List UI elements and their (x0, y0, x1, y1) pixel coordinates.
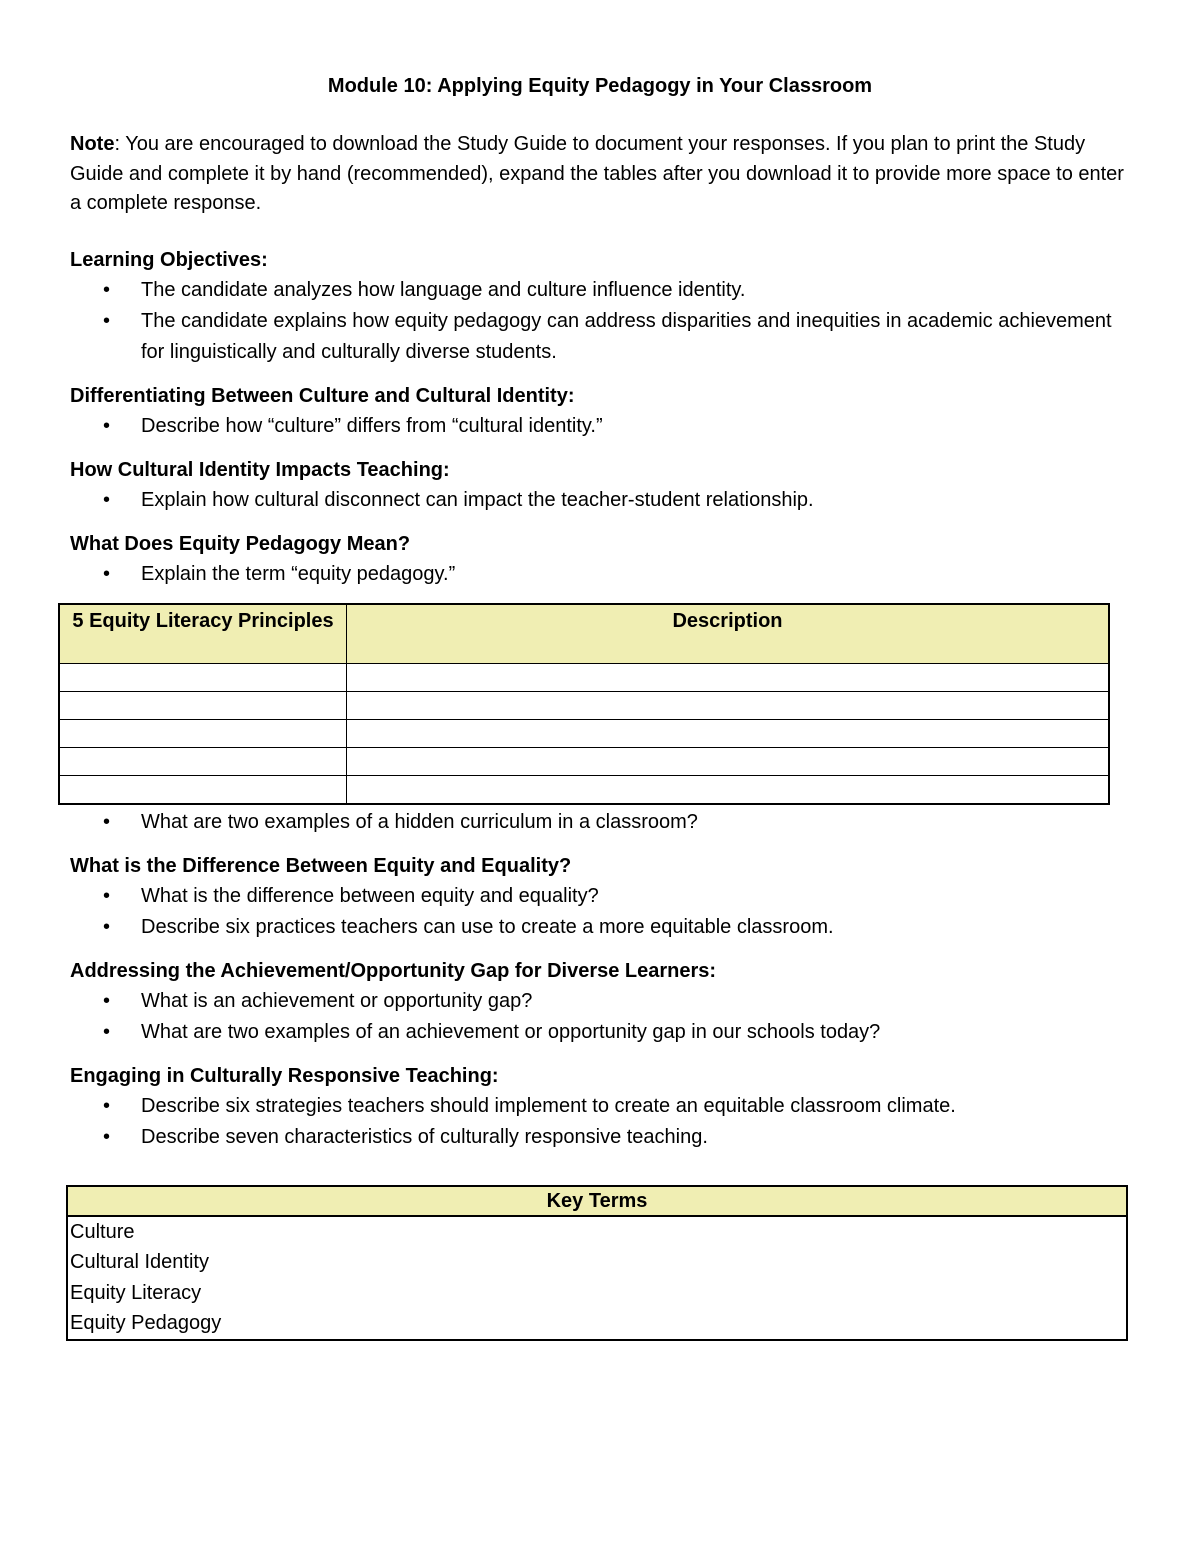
list-item-text: What is an achievement or opportunity gap? (141, 989, 533, 1012)
bullet-icon: • (103, 884, 111, 907)
list-item-text: What are two examples of a hidden curriculum in a classroom? (141, 810, 698, 833)
list-item-text: Explain how cultural disconnect can impact the teacher-student relationship. (141, 488, 814, 511)
list-item-text: Explain the term “equity pedagogy.” (141, 562, 456, 585)
list-item (70, 912, 1130, 943)
list-item-text: The candidate explains how equity pedagogy can address disparities and inequities in academic achievement for linguistically and culturally diverse students. (141, 309, 1112, 363)
list-item (70, 306, 1130, 368)
bullet-icon: • (103, 1094, 111, 1117)
section (70, 245, 1130, 368)
list-item (70, 807, 1130, 838)
bullet-icon: • (103, 278, 111, 301)
list-item (70, 559, 1130, 590)
bullet-list (70, 1091, 1130, 1153)
table-header-principles: 5 Equity Literacy Principles (59, 604, 347, 664)
description-cell[interactable] (347, 747, 1110, 775)
table-row (67, 1278, 1127, 1309)
bullet-list (70, 559, 1130, 590)
note-text: : You are encouraged to download the Study Guide to document your responses. If you plan to print the Study Guide and complete it by hand (recommended), expand the tables after you download it to provide more space to enter a complete response. (70, 133, 1124, 214)
bullet-list (70, 485, 1130, 516)
section (70, 1061, 1130, 1153)
section-heading: How Cultural Identity Impacts Teaching: (70, 458, 450, 481)
section-heading: Addressing the Achievement/Opportunity Gap for Diverse Learners: (70, 959, 717, 982)
key-term: Equity Literacy (70, 1281, 202, 1304)
list-item-text: Describe seven characteristics of culturally responsive teaching. (141, 1125, 708, 1148)
section-heading: Differentiating Between Culture and Cultural Identity: (70, 384, 575, 407)
list-item (70, 1017, 1130, 1048)
table-header-description: Description (347, 604, 1110, 664)
key-term: Cultural Identity (70, 1251, 209, 1273)
section (70, 455, 1130, 516)
description-cell[interactable] (347, 663, 1110, 691)
bullet-icon: • (103, 1020, 111, 1043)
description-cell[interactable] (347, 719, 1110, 747)
bullet-icon: • (103, 810, 111, 833)
table-row (59, 691, 1109, 719)
list-item (70, 1122, 1130, 1153)
bullet-list (70, 986, 1130, 1048)
principle-cell[interactable] (59, 719, 347, 747)
key-term: Culture (70, 1220, 135, 1243)
bullet-icon: • (103, 915, 111, 938)
after-table-list (70, 807, 1130, 838)
key-terms-header-row (67, 1186, 1127, 1216)
equity-literacy-principles-table (58, 603, 1110, 805)
bullet-icon: • (103, 989, 111, 1012)
section (70, 529, 1130, 590)
bullet-icon: • (103, 414, 111, 437)
principle-cell[interactable] (59, 691, 347, 719)
list-item-text: Describe how “culture” differs from “cultural identity.” (141, 414, 603, 437)
key-terms-table (66, 1185, 1128, 1341)
bullet-icon: • (103, 1125, 111, 1148)
description-cell[interactable] (347, 775, 1110, 804)
section (70, 381, 1130, 442)
bullet-icon: • (103, 309, 111, 332)
document-page (70, 72, 1130, 1341)
list-item-text: What is the difference between equity and equality? (141, 884, 599, 907)
table-row (59, 663, 1109, 691)
principle-cell[interactable] (59, 663, 347, 691)
table-row (59, 775, 1109, 804)
list-item (70, 275, 1130, 306)
principle-cell[interactable] (59, 747, 347, 775)
bullet-icon: • (103, 562, 111, 585)
page-title: Module 10: Applying Equity Pedagogy in Your Classroom (327, 75, 873, 97)
table-row (59, 719, 1109, 747)
key-term: Equity Pedagogy (70, 1312, 222, 1334)
section-heading: What is the Difference Between Equity and Equality? (70, 854, 572, 877)
table-row (67, 1247, 1127, 1278)
table-row (67, 1216, 1127, 1248)
list-item-text: Describe six practices teachers can use to create a more equitable classroom. (141, 915, 834, 938)
section-heading: Learning Objectives: (70, 248, 268, 271)
sections-group-2 (70, 851, 1130, 1153)
description-cell[interactable] (347, 691, 1110, 719)
section-heading: Engaging in Culturally Responsive Teaching: (70, 1064, 499, 1087)
table-row (67, 1308, 1127, 1340)
list-item-text: The candidate analyzes how language and culture influence identity. (141, 278, 746, 301)
section (70, 851, 1130, 943)
key-terms-header: Key Terms (67, 1186, 1127, 1216)
list-item (70, 881, 1130, 912)
bullet-list (70, 275, 1130, 368)
list-item-text: Describe six strategies teachers should implement to create an equitable classroom climate. (141, 1094, 956, 1117)
table-row (59, 747, 1109, 775)
bullet-list (70, 411, 1130, 442)
principle-cell[interactable] (59, 775, 347, 804)
note-paragraph (70, 130, 1130, 219)
table-header-row (59, 604, 1109, 664)
list-item (70, 485, 1130, 516)
list-item (70, 1091, 1130, 1122)
list-item-text: What are two examples of an achievement or opportunity gap in our schools today? (141, 1020, 881, 1043)
section (70, 956, 1130, 1048)
bullet-list (70, 881, 1130, 943)
note-label: Note (70, 133, 115, 155)
section-heading: What Does Equity Pedagogy Mean? (70, 532, 411, 555)
bullet-icon: • (103, 488, 111, 511)
list-item (70, 411, 1130, 442)
list-item (70, 986, 1130, 1017)
sections-group-1 (70, 245, 1130, 590)
